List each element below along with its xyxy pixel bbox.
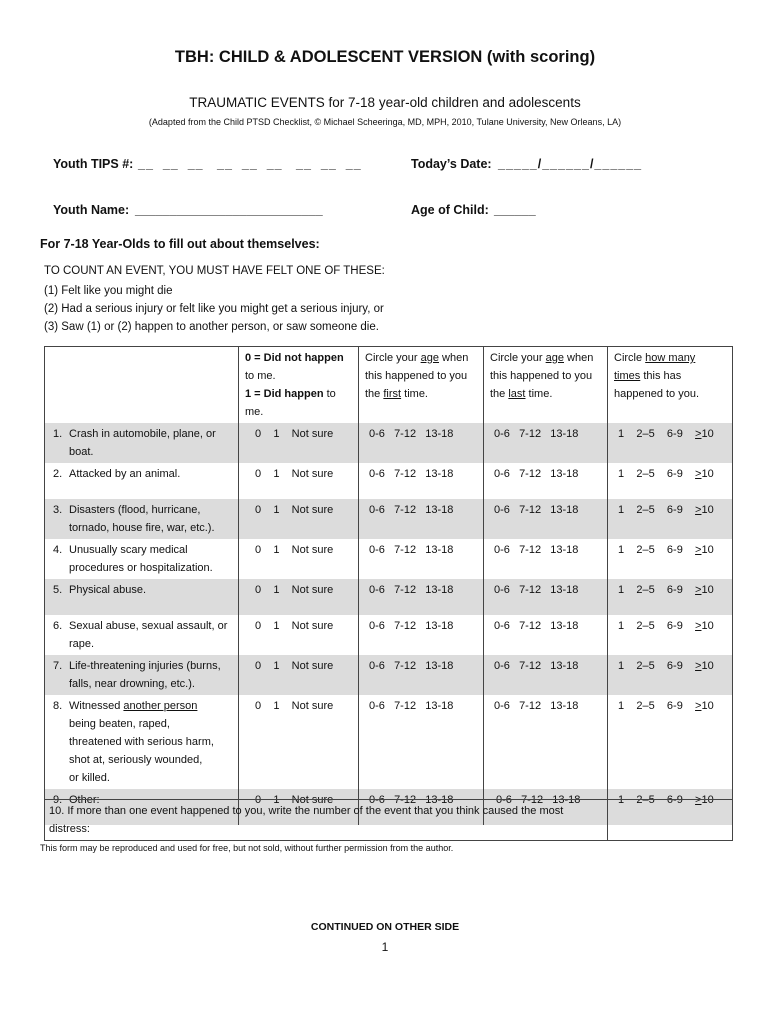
option-text: 0-6 7-12 13-18	[369, 428, 454, 440]
happened-options[interactable]	[239, 539, 359, 579]
section-heading: For 7-18 Year-Olds to fill out about themselves:	[40, 237, 320, 251]
option-text: 0 1 Not sure	[255, 700, 334, 712]
event-number: 2.	[53, 468, 63, 480]
event-text: Disasters (flood, hurricane,	[69, 504, 201, 516]
event-text: threatened with serious harm,	[69, 736, 214, 748]
header-text: this happened to you	[490, 370, 593, 382]
option-text: 0 1 Not sure	[255, 504, 334, 516]
header-text: 0 = Did not happen	[245, 352, 344, 364]
header-text: 1 = Did happen	[245, 388, 324, 400]
date-field[interactable]: _____/______/______	[498, 157, 643, 171]
times-options[interactable]	[608, 655, 733, 695]
event-text: procedures or hospitalization.	[69, 562, 213, 574]
happened-options[interactable]	[239, 463, 359, 499]
event-text: another person	[123, 700, 198, 712]
header-text: to me.	[245, 370, 276, 382]
option-text: 0-6 7-12 13-18	[369, 468, 454, 480]
option-text: 0-6 7-12 13-18	[494, 620, 579, 632]
option-text: 0-6 7-12 13-18	[494, 700, 579, 712]
header-text: the	[490, 388, 509, 400]
last-age-options[interactable]	[484, 579, 608, 615]
name-label: Youth Name:	[53, 203, 130, 217]
option-text: >	[695, 544, 702, 556]
instruction-line: (3) Saw (1) or (2) happen to another person, or saw someone die.	[44, 321, 379, 333]
page-number: 1	[381, 940, 389, 954]
option-text: 0-6 7-12 13-18	[369, 620, 454, 632]
header-blank-cell	[45, 347, 239, 424]
header-text: this happened to you	[365, 370, 468, 382]
question-10-row	[45, 800, 733, 841]
continued-note: CONTINUED ON OTHER SIDE	[310, 921, 460, 933]
date-label: Today’s Date:	[411, 157, 492, 171]
header-text: me.	[245, 406, 264, 418]
event-label-cell	[45, 499, 239, 539]
happened-options[interactable]	[239, 655, 359, 695]
header-text: age	[420, 352, 439, 364]
event-text: Unusually scary medical	[69, 544, 188, 556]
instruction-line: (2) Had a serious injury or felt like you might get a serious injury, or	[44, 303, 384, 315]
age-label: Age of Child:	[411, 203, 489, 217]
question-10-text-cell	[45, 800, 608, 841]
first-age-options[interactable]	[359, 539, 484, 579]
last-age-options[interactable]	[484, 615, 608, 655]
times-options[interactable]	[608, 615, 733, 655]
tips-label: Youth TIPS #:	[53, 157, 134, 171]
option-text: 1 2–5 6-9	[618, 544, 696, 556]
event-text: Witnessed	[69, 700, 124, 712]
option-text: >	[695, 700, 702, 712]
option-text: 1 2–5 6-9	[618, 700, 696, 712]
option-text: 10	[701, 428, 714, 440]
header-first-age-cell	[359, 347, 484, 424]
option-text: 0-6 7-12 13-18	[369, 794, 454, 806]
events-table	[44, 346, 733, 825]
event-label-cell	[45, 579, 239, 615]
header-text: Circle	[614, 352, 646, 364]
event-number: 8.	[53, 700, 63, 712]
last-age-options[interactable]	[484, 695, 608, 789]
header-text: happened to you.	[614, 388, 700, 400]
table-row	[45, 615, 733, 655]
event-text: shot at, seriously wounded,	[69, 754, 203, 766]
header-text: Circle your	[490, 352, 546, 364]
instruction-line: TO COUNT AN EVENT, YOU MUST HAVE FELT ONE OF THESE:	[44, 265, 385, 277]
header-times-cell	[608, 347, 733, 424]
event-text: Attacked by an animal.	[69, 468, 181, 480]
event-text: Physical abuse.	[69, 584, 147, 596]
last-age-options[interactable]	[484, 655, 608, 695]
option-text: 1 2–5 6-9	[618, 504, 696, 516]
first-age-options[interactable]	[359, 499, 484, 539]
table-header-row	[45, 347, 733, 424]
event-text: Other:	[69, 794, 100, 806]
option-text: 0 1 Not sure	[255, 794, 334, 806]
age-field[interactable]: ______	[494, 203, 536, 217]
option-text: 1 2–5 6-9	[618, 794, 696, 806]
option-text: 10	[701, 700, 714, 712]
times-options[interactable]	[608, 695, 733, 789]
happened-options[interactable]	[239, 695, 359, 789]
option-text: 10	[701, 468, 714, 480]
event-label-cell	[45, 695, 239, 789]
event-number: 3.	[53, 504, 63, 516]
table-row	[45, 539, 733, 579]
header-happened-cell	[239, 347, 359, 424]
event-label-cell	[45, 655, 239, 695]
header-text: first	[383, 388, 402, 400]
event-number: 1.	[53, 428, 63, 440]
option-text: 0-6 7-12 13-18	[494, 428, 579, 440]
option-text: 0-6 7-12 13-18	[496, 794, 581, 806]
option-text: >	[695, 794, 702, 806]
option-text: 1 2–5 6-9	[618, 620, 696, 632]
option-text: 0 1 Not sure	[255, 468, 334, 480]
header-text: Circle your	[365, 352, 421, 364]
header-text: times	[614, 370, 641, 382]
times-options[interactable]	[608, 499, 733, 539]
header-text: time.	[525, 388, 553, 400]
event-label-cell	[45, 463, 239, 499]
header-text: this has	[640, 370, 682, 382]
times-options[interactable]	[608, 579, 733, 615]
tips-field[interactable]: __ __ __ __ __ __ __ __ __	[138, 157, 362, 171]
event-text: boat.	[69, 446, 94, 458]
event-text: Crash in automobile, plane, or	[69, 428, 216, 440]
last-age-options[interactable]	[484, 463, 608, 499]
option-text: 1 2–5 6-9	[618, 428, 696, 440]
last-age-options[interactable]	[484, 423, 608, 463]
first-age-options[interactable]	[359, 615, 484, 655]
option-text: 0 1 Not sure	[255, 660, 334, 672]
option-text: >	[695, 428, 702, 440]
option-text: 0-6 7-12 13-18	[494, 468, 579, 480]
option-text: 0-6 7-12 13-18	[369, 544, 454, 556]
option-text: 10	[701, 544, 714, 556]
option-text: 0-6 7-12 13-18	[369, 504, 454, 516]
event-text: or killed.	[69, 772, 110, 784]
option-text: 10	[701, 620, 714, 632]
times-options[interactable]	[608, 423, 733, 463]
header-last-age-cell	[484, 347, 608, 424]
event-label-cell	[45, 423, 239, 463]
header-text: age	[545, 352, 564, 364]
option-text: 1 2–5 6-9	[618, 584, 696, 596]
header-text: last	[508, 388, 526, 400]
option-text: 0-6 7-12 13-18	[369, 660, 454, 672]
option-text: 0 1 Not sure	[255, 620, 334, 632]
happened-options[interactable]	[239, 499, 359, 539]
option-text: 0-6 7-12 13-18	[494, 504, 579, 516]
first-age-options[interactable]	[359, 423, 484, 463]
option-text: 0 1 Not sure	[255, 544, 334, 556]
option-text: 1 2–5 6-9	[618, 660, 696, 672]
option-text: >	[695, 660, 702, 672]
event-number: 4.	[53, 544, 63, 556]
happened-options[interactable]	[239, 615, 359, 655]
first-age-options[interactable]	[359, 579, 484, 615]
event-text: falls, near drowning, etc.).	[69, 678, 195, 690]
event-text: tornado, house fire, war, etc.).	[69, 522, 215, 534]
happened-options[interactable]	[239, 579, 359, 615]
option-text: 0-6 7-12 13-18	[494, 660, 579, 672]
first-age-options[interactable]	[359, 695, 484, 789]
question-10-table	[44, 799, 733, 841]
header-text: the	[365, 388, 384, 400]
option-text: 0 1 Not sure	[255, 428, 334, 440]
header-text: when	[563, 352, 594, 364]
option-text: 0-6 7-12 13-18	[369, 584, 454, 596]
event-number: 7.	[53, 660, 63, 672]
event-number: 9.	[53, 794, 63, 806]
last-age-options[interactable]	[484, 499, 608, 539]
table-row	[45, 499, 733, 539]
permission-note: This form may be reproduced and used for free, but not sold, without further permission from the author.	[40, 843, 454, 853]
event-label-cell	[45, 539, 239, 579]
option-text: >	[695, 504, 702, 516]
event-number: 5.	[53, 584, 63, 596]
question-10-number: 10.	[49, 805, 65, 817]
option-text: 10	[701, 660, 714, 672]
last-age-options[interactable]	[484, 539, 608, 579]
instruction-line: (1) Felt like you might die	[44, 285, 173, 297]
option-text: >	[695, 620, 702, 632]
event-label-cell	[45, 615, 239, 655]
option-text: 0-6 7-12 13-18	[494, 584, 579, 596]
form-subtitle: TRAUMATIC EVENTS for 7-18 year-old children and adolescents	[189, 95, 581, 110]
option-text: 10	[701, 794, 714, 806]
option-text: 10	[701, 504, 714, 516]
table-row	[45, 655, 733, 695]
times-options[interactable]	[608, 539, 733, 579]
option-text: >	[695, 584, 702, 596]
name-field[interactable]: ___________________________	[135, 203, 323, 217]
first-age-options[interactable]	[359, 655, 484, 695]
option-text: 0-6 7-12 13-18	[369, 700, 454, 712]
table-row	[45, 463, 733, 499]
event-text: being beaten, raped,	[69, 718, 170, 730]
option-text: 0 1 Not sure	[255, 584, 334, 596]
option-text: >	[695, 468, 702, 480]
option-text: 10	[701, 584, 714, 596]
adapted-note: (Adapted from the Child PTSD Checklist, © Michael Scheeringa, MD, MPH, 2010, Tulane University, New Orleans, LA)	[148, 117, 622, 127]
header-text: time.	[401, 388, 428, 400]
happened-options[interactable]	[239, 423, 359, 463]
times-options[interactable]	[608, 463, 733, 499]
table-row	[45, 695, 733, 789]
form-title: TBH: CHILD & ADOLESCENT VERSION (with scoring)	[174, 48, 596, 66]
event-text: Life-threatening injuries (burns,	[69, 660, 221, 672]
header-text: how many	[645, 352, 696, 364]
question-10-text: If more than one event happened to you, write the number of the event that you think caused the most distress:	[49, 805, 564, 835]
header-text: when	[438, 352, 469, 364]
option-text: 1 2–5 6-9	[618, 468, 696, 480]
first-age-options[interactable]	[359, 463, 484, 499]
question-10-answer-field[interactable]	[608, 800, 733, 841]
event-number: 6.	[53, 620, 63, 632]
event-text: Sexual abuse, sexual assault, or	[69, 620, 228, 632]
option-text: 0-6 7-12 13-18	[494, 544, 579, 556]
table-row	[45, 579, 733, 615]
table-row	[45, 423, 733, 463]
header-text: to	[323, 388, 336, 400]
event-text: rape.	[69, 638, 95, 650]
